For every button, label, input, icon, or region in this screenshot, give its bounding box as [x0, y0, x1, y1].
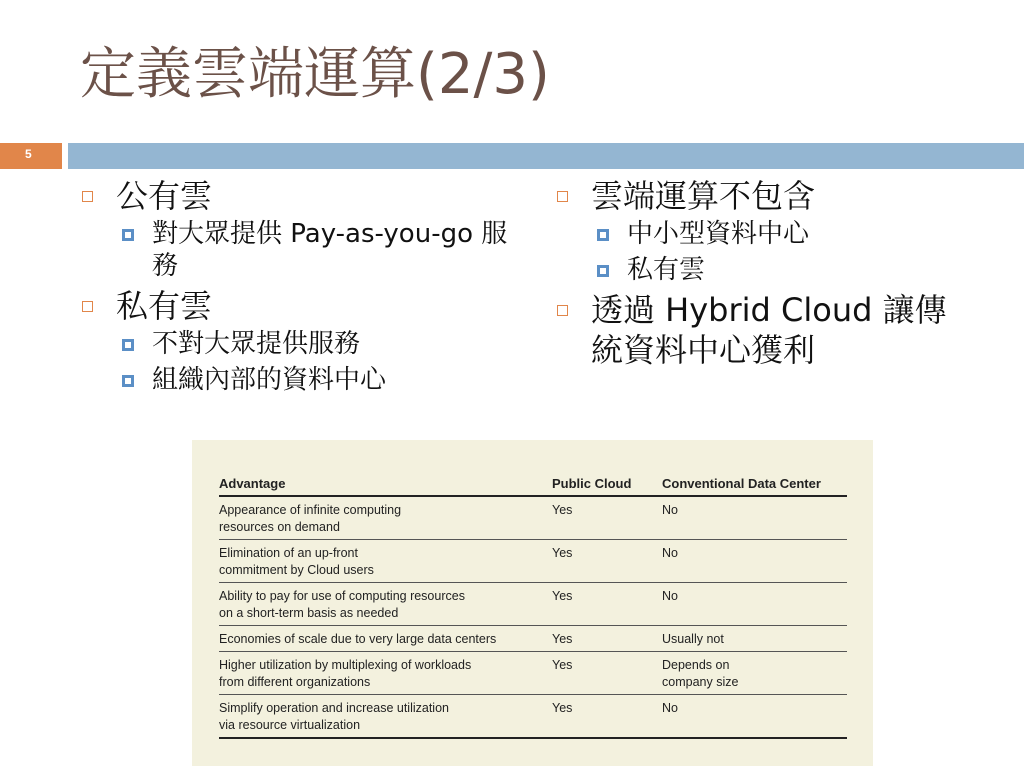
table-cell: Economies of scale due to very large data centers [219, 626, 552, 652]
title-divider-bar [68, 143, 1024, 169]
header-advantage: Advantage [219, 474, 552, 496]
slide-number-bar [0, 143, 62, 169]
table-row [219, 652, 847, 695]
header-public-cloud: Public Cloud [552, 474, 662, 496]
square-bullet-icon [122, 339, 134, 351]
table-header-row [219, 474, 847, 496]
hollow-square-bullet-icon [557, 305, 568, 316]
sub-bullet-text: 對大眾提供 Pay-as-you-go 服務 [152, 219, 508, 281]
table-cell: Yes [552, 695, 662, 739]
table-cell: No [662, 695, 847, 739]
table-cell: Usually not [662, 626, 847, 652]
right-bullet-column [555, 176, 955, 372]
slide-number: 5 [25, 147, 32, 161]
bullet-text: 私有雲 [116, 287, 213, 325]
table-row [219, 695, 847, 739]
sub-bullet-text: 不對大眾提供服務 [152, 329, 361, 359]
table-cell: Yes [552, 496, 662, 540]
sub-bullet [80, 218, 520, 282]
comparison-table [219, 474, 847, 739]
table-row [219, 540, 847, 583]
sub-bullet [80, 364, 520, 396]
table-cell: No [662, 540, 847, 583]
table-cell: No [662, 583, 847, 626]
table-cell: Ability to pay for use of computing resources on a short-term basis as needed [219, 583, 552, 626]
table-cell: Yes [552, 652, 662, 695]
bullet-text: 雲端運算不包含 [591, 177, 816, 215]
bullet-public-cloud [80, 176, 520, 216]
bullet-private-cloud [80, 286, 520, 326]
hollow-square-bullet-icon [82, 301, 93, 312]
table-cell: Yes [552, 626, 662, 652]
table-row [219, 583, 847, 626]
slide-title: 定義雲端運算(2/3) [80, 42, 550, 107]
bullet-text: 公有雲 [116, 177, 213, 215]
sub-bullet-text: 中小型資料中心 [627, 219, 810, 249]
table-cell: Depends on company size [662, 652, 847, 695]
square-bullet-icon [122, 375, 134, 387]
square-bullet-icon [122, 229, 134, 241]
sub-bullet-text: 組織內部的資料中心 [152, 365, 387, 395]
hollow-square-bullet-icon [82, 191, 93, 202]
square-bullet-icon [597, 265, 609, 277]
table-row [219, 626, 847, 652]
header-conventional-data-center: Conventional Data Center [662, 474, 847, 496]
table-cell: Elimination of an up-front commitment by Cloud users [219, 540, 552, 583]
table-cell: Higher utilization by multiplexing of workloads from different organizations [219, 652, 552, 695]
table-cell: Yes [552, 583, 662, 626]
left-bullet-column [80, 176, 520, 400]
table-cell: Yes [552, 540, 662, 583]
bullet-text: 透過 Hybrid Cloud 讓傳統資料中心獲利 [591, 291, 947, 369]
table-cell: Appearance of infinite computing resources on demand [219, 496, 552, 540]
bullet-hybrid-cloud [555, 290, 955, 370]
comparison-table-panel [192, 440, 873, 766]
sub-bullet [555, 254, 955, 286]
bullet-cloud-excludes [555, 176, 955, 216]
sub-bullet [80, 328, 520, 360]
square-bullet-icon [597, 229, 609, 241]
sub-bullet-text: 私有雲 [627, 255, 706, 285]
sub-bullet [555, 218, 955, 250]
table-row [219, 496, 847, 540]
table-cell: Simplify operation and increase utilization via resource virtualization [219, 695, 552, 739]
hollow-square-bullet-icon [557, 191, 568, 202]
table-cell: No [662, 496, 847, 540]
